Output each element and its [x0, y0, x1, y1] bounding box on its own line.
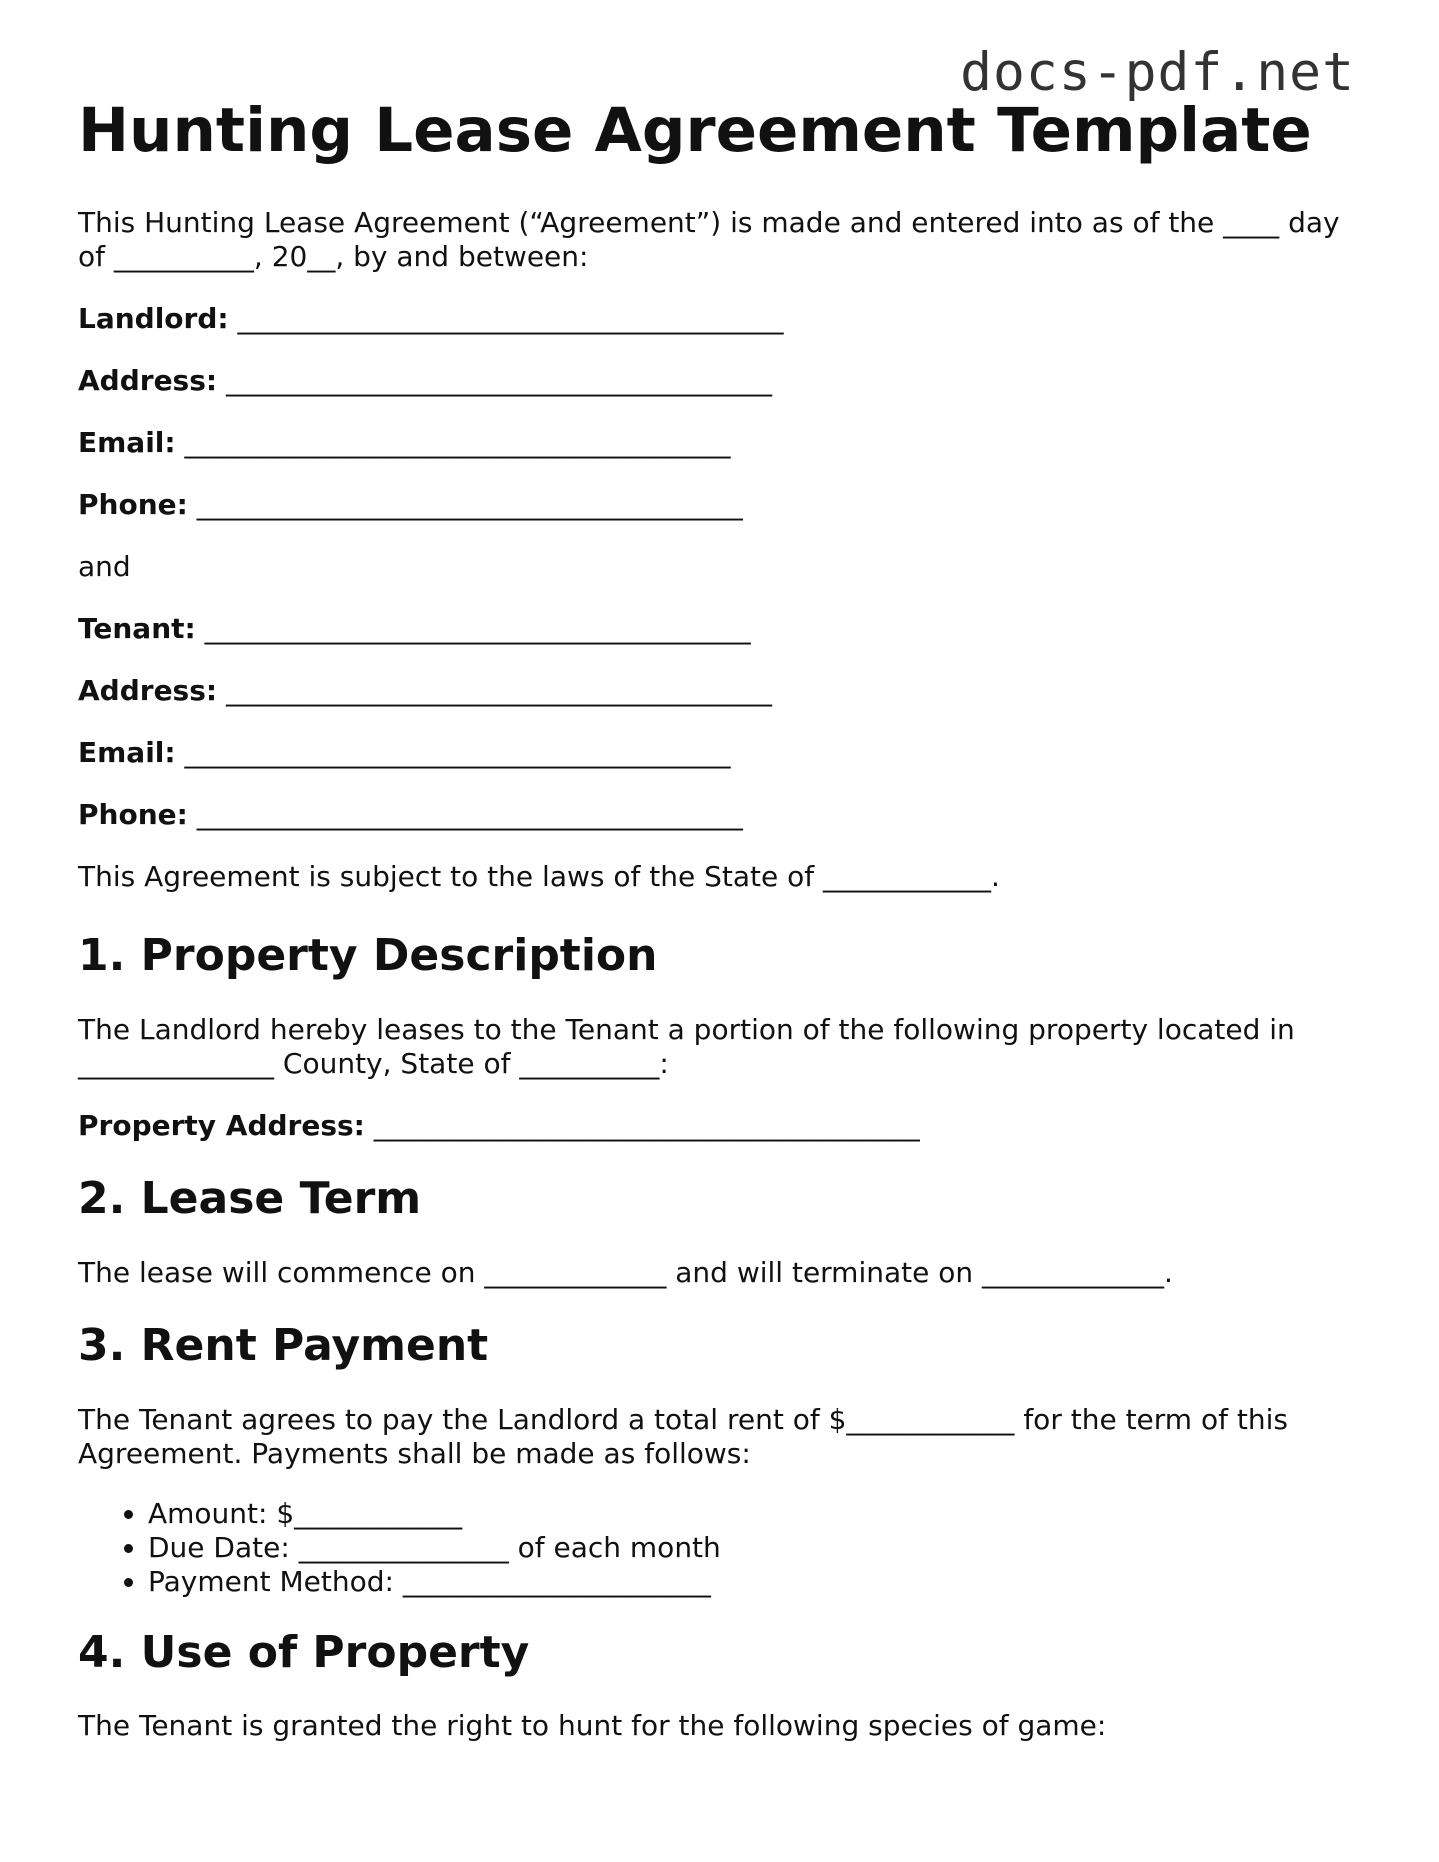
field-label: Phone: [78, 798, 188, 832]
landlord-name-field [78, 302, 1368, 336]
field-label: Property Address: [78, 1108, 365, 1142]
blank-line: _______________________________________ [204, 612, 751, 646]
payment-list [78, 1497, 1368, 1599]
use-paragraph: The Tenant is granted the right to hunt for the following species of game: [78, 1709, 1107, 1743]
blank-line: _______________________________________ [196, 488, 743, 522]
list-item: • Due Date: _______________ of each month [148, 1531, 1368, 1565]
watermark: docs-pdf.net [960, 42, 1355, 103]
section-heading-property: 1. Property Description [78, 930, 658, 982]
tenant-phone-field [78, 798, 1368, 832]
section-heading-rent: 3. Rent Payment [78, 1319, 489, 1371]
field-label: Phone: [78, 488, 188, 522]
governing-law-paragraph: This Agreement is subject to the laws of the State of ____________. [78, 860, 1000, 894]
section-heading-use: 4. Use of Property [78, 1626, 530, 1678]
blank-line: _______________________________________ [373, 1108, 920, 1142]
tenant-email-field [78, 736, 1368, 770]
tenant-name-field [78, 612, 1368, 646]
landlord-address-field [78, 364, 1368, 398]
blank-line: _______________________________________ [226, 674, 772, 708]
blank-line: _______________________________________ [184, 426, 731, 460]
term-paragraph: The lease will commence on _____________ and will terminate on _____________. [78, 1255, 1173, 1289]
document-page [78, 96, 1368, 1743]
tenant-address-field [78, 674, 1368, 708]
list-item: • Amount: $____________ [148, 1497, 1368, 1531]
field-label: Landlord: [78, 302, 229, 336]
field-label: Email: [78, 736, 176, 770]
property-address-field [78, 1109, 1368, 1143]
field-label: Address: [78, 364, 218, 398]
blank-line: _______________________________________ [196, 798, 743, 832]
list-item: • Payment Method: ______________________ [148, 1565, 1368, 1599]
blank-line: _______________________________________ [226, 364, 772, 398]
field-label: Address: [78, 674, 218, 708]
field-label: Email: [78, 426, 176, 460]
landlord-phone-field [78, 488, 1368, 522]
and-text: and [78, 550, 131, 584]
intro-paragraph: This Hunting Lease Agreement (“Agreement”) is made and entered into as of the ____ day of __________, 20__, by and between: [78, 206, 1340, 274]
document-title: Hunting Lease Agreement Template [78, 95, 1312, 166]
section-heading-term: 2. Lease Term [78, 1172, 422, 1224]
blank-line: _______________________________________ [237, 302, 784, 336]
blank-line: _______________________________________ [184, 736, 731, 770]
landlord-email-field [78, 426, 1368, 460]
property-paragraph: The Landlord hereby leases to the Tenant a portion of the following property located in ______________ County, State of __________: [78, 1012, 1295, 1080]
field-label: Tenant: [78, 612, 196, 646]
rent-paragraph: The Tenant agrees to pay the Landlord a total rent of $____________ for the term of this Agreement. Payments shall be made as follows: [78, 1402, 1288, 1470]
